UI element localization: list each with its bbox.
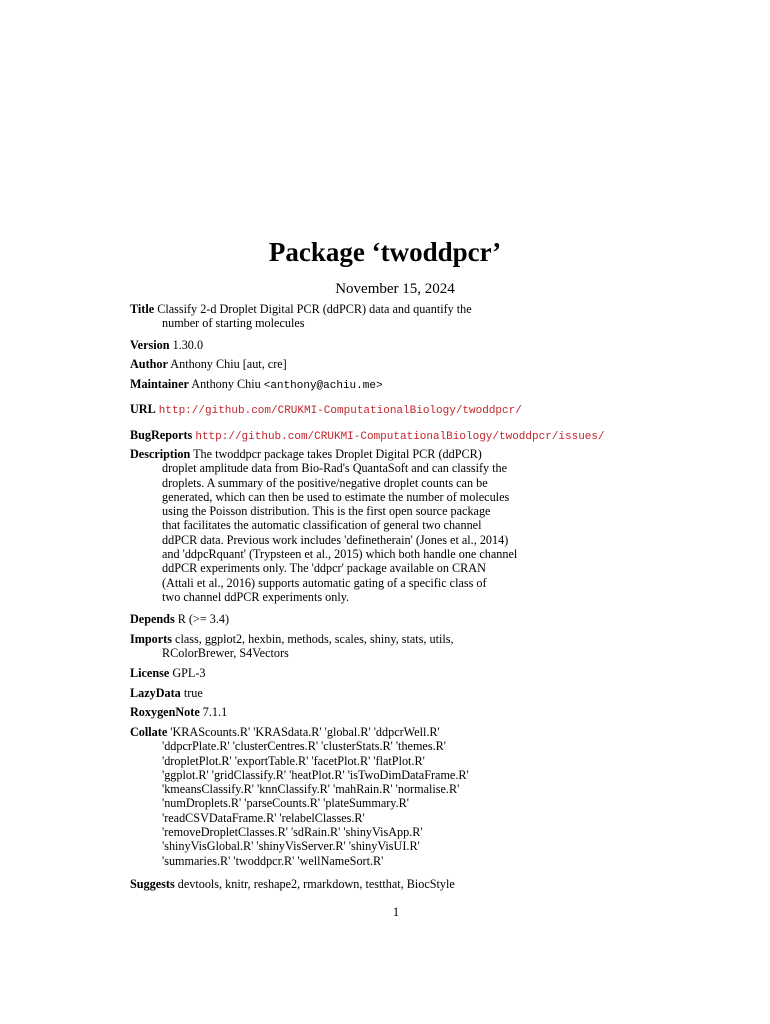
field-value: 1.30.0 <box>172 338 204 352</box>
field-value-line: using the Poisson distribution. This is the first open source package <box>162 504 491 519</box>
field-label: Depends <box>130 612 175 626</box>
url-link[interactable]: http://github.com/CRUKMI-ComputationalBiology/twoddpcr/ <box>158 405 522 417</box>
field-lazydata <box>130 686 730 700</box>
field-value: 7.1.1 <box>202 705 228 719</box>
field-value: Anthony Chiu [aut, cre] <box>170 357 287 371</box>
field-label: Title <box>130 302 155 316</box>
field-value: devtools, knitr, reshape2, rmarkdown, testthat, BiocStyle <box>177 877 455 891</box>
maintainer-name: Anthony Chiu <box>191 377 261 391</box>
field-value-line: 'summaries.R' 'twoddpcr.R' 'wellNameSort.R' <box>162 853 384 868</box>
field-bugreports <box>130 428 730 444</box>
field-title <box>130 302 730 331</box>
field-label: Collate <box>130 725 168 739</box>
field-license <box>130 666 730 680</box>
field-value: true <box>183 686 203 700</box>
field-label: Version <box>130 338 170 352</box>
field-value-line: 'dropletPlot.R' 'exportTable.R' 'facetPlot.R' 'flatPlot.R' <box>162 753 425 768</box>
field-value-line: droplets. A summary of the positive/negative droplet counts can be <box>162 475 488 490</box>
field-value-line: 'KRAScounts.R' 'KRASdata.R' 'global.R' 'ddpcrWell.R' <box>170 725 440 739</box>
field-url <box>130 402 730 418</box>
field-value-line: 'shinyVisGlobal.R' 'shinyVisServer.R' 'shinyVisUI.R' <box>162 839 420 854</box>
page-date: November 15, 2024 <box>335 281 455 297</box>
field-imports <box>130 632 730 661</box>
field-value-line: The twoddpcr package takes Droplet Digital PCR (ddPCR) <box>193 447 482 461</box>
field-value-line: two channel ddPCR experiments only. <box>162 589 350 604</box>
field-label: Imports <box>130 632 172 646</box>
field-suggests <box>130 877 730 891</box>
field-value-line: 'ggplot.R' 'gridClassify.R' 'heatPlot.R' 'isTwoDimDataFrame.R' <box>162 767 469 782</box>
field-description <box>130 447 730 604</box>
field-value-line: class, ggplot2, hexbin, methods, scales, shiny, stats, utils, <box>175 632 454 646</box>
field-label: Suggests <box>130 877 175 891</box>
field-label: Author <box>130 357 168 371</box>
field-value-line: 'kmeansClassify.R' 'knnClassify.R' 'mahRain.R' 'normalise.R' <box>162 782 460 797</box>
field-label: RoxygenNote <box>130 705 200 719</box>
field-value-line: ddPCR experiments only. The 'ddpcr' package available on CRAN <box>162 561 486 576</box>
field-value-line: and 'ddpcRquant' (Trypsteen et al., 2015) which both handle one channel <box>162 547 518 562</box>
field-roxygennote <box>130 705 730 719</box>
field-value-line: ddPCR data. Previous work includes 'definetherain' (Jones et al., 2014) <box>162 532 509 547</box>
field-value-line: 'removeDropletClasses.R' 'sdRain.R' 'shinyVisApp.R' <box>162 825 423 840</box>
field-label: BugReports <box>130 428 193 442</box>
field-depends <box>130 612 730 626</box>
bugreports-link[interactable]: http://github.com/CRUKMI-ComputationalBiology/twoddpcr/issues/ <box>195 431 605 443</box>
field-label: Maintainer <box>130 377 189 391</box>
field-value-line: number of starting molecules <box>162 316 305 331</box>
field-maintainer <box>130 377 730 393</box>
field-value-line: RColorBrewer, S4Vectors <box>162 646 289 661</box>
field-value-line: Classify 2-d Droplet Digital PCR (ddPCR) data and quantify the <box>157 302 472 316</box>
field-value-line: 'numDroplets.R' 'parseCounts.R' 'plateSummary.R' <box>162 796 409 811</box>
maintainer-email: <anthony@achiu.me> <box>263 380 383 392</box>
field-value-line: (Attali et al., 2016) supports automatic gating of a specific class of <box>162 575 487 590</box>
field-version <box>130 338 730 352</box>
field-value: GPL-3 <box>172 666 206 680</box>
field-label: Description <box>130 447 191 461</box>
field-value-line: 'ddpcrPlate.R' 'clusterCentres.R' 'clusterStats.R' 'themes.R' <box>162 739 446 754</box>
page-title: Package ‘twoddpcr’ <box>268 237 502 267</box>
page-number: 1 <box>392 905 400 919</box>
field-label: License <box>130 666 170 680</box>
field-value: R (>= 3.4) <box>177 612 230 626</box>
field-value-line: that facilitates the automatic classification of general two channel <box>162 518 482 533</box>
field-author <box>130 357 730 371</box>
field-label: LazyData <box>130 686 181 700</box>
field-value-line: droplet amplitude data from Bio-Rad's QuantaSoft and can classify the <box>162 461 508 476</box>
field-label: URL <box>130 402 156 416</box>
field-value-line: generated, which can then be used to estimate the number of molecules <box>162 489 510 504</box>
field-value-line: 'readCSVDataFrame.R' 'relabelClasses.R' <box>162 810 365 825</box>
field-collate <box>130 725 730 868</box>
